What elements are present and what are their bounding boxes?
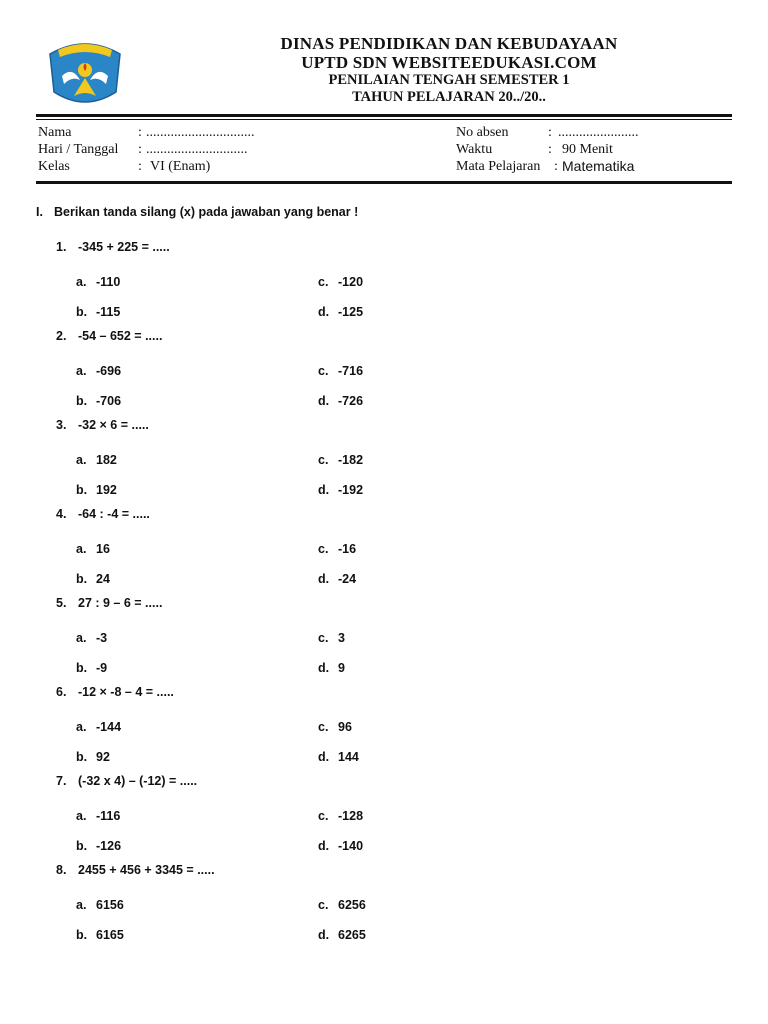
answer-option-7-a[interactable] bbox=[76, 809, 120, 823]
info-label: Kelas bbox=[38, 159, 70, 174]
info-colon: : bbox=[138, 125, 142, 140]
option-letter: d. bbox=[318, 839, 330, 853]
answer-option-2-b[interactable] bbox=[76, 394, 121, 408]
info-row-nama bbox=[38, 124, 255, 141]
option-value: -144 bbox=[96, 720, 122, 734]
option-letter: a. bbox=[76, 453, 87, 467]
option-value: -3 bbox=[96, 631, 108, 645]
question-text: -64 : -4 = ..... bbox=[78, 507, 150, 521]
info-value: ............................... bbox=[146, 125, 255, 140]
option-value: -696 bbox=[96, 364, 122, 378]
question-number: 1. bbox=[56, 240, 67, 254]
info-label: Mata Pelajaran bbox=[456, 159, 541, 174]
option-value: 6265 bbox=[338, 928, 366, 942]
info-row-hari-tanggal bbox=[38, 141, 255, 158]
answer-option-2-c[interactable] bbox=[318, 364, 363, 378]
section-number: I. bbox=[36, 205, 43, 219]
option-letter: d. bbox=[318, 483, 330, 497]
option-value: 16 bbox=[96, 542, 110, 556]
info-colon: : bbox=[138, 142, 142, 157]
info-row-kelas bbox=[38, 158, 255, 175]
answer-option-1-d[interactable] bbox=[318, 305, 363, 319]
header-line-4: TAHUN PELAJARAN 20../20.. bbox=[352, 89, 546, 105]
option-value: -115 bbox=[96, 305, 121, 319]
question-number: 4. bbox=[56, 507, 67, 521]
answer-option-8-a[interactable] bbox=[76, 898, 124, 912]
option-value: -140 bbox=[338, 839, 364, 853]
option-value: -110 bbox=[96, 275, 121, 289]
option-letter: b. bbox=[76, 572, 88, 586]
header-divider-thin bbox=[36, 119, 732, 120]
option-value: -16 bbox=[338, 542, 357, 556]
info-colon: : bbox=[554, 159, 558, 174]
option-letter: c. bbox=[318, 898, 329, 912]
answer-option-4-a[interactable] bbox=[76, 542, 110, 556]
option-letter: c. bbox=[318, 542, 329, 556]
option-value: -128 bbox=[338, 809, 364, 823]
answer-option-7-d[interactable] bbox=[318, 839, 363, 853]
header-divider-thick bbox=[36, 114, 732, 117]
option-letter: a. bbox=[76, 898, 87, 912]
answer-option-2-d[interactable] bbox=[318, 394, 363, 408]
option-value: -116 bbox=[96, 809, 121, 823]
question-number: 5. bbox=[56, 596, 67, 610]
option-value: -192 bbox=[338, 483, 364, 497]
option-letter: b. bbox=[76, 750, 88, 764]
option-letter: d. bbox=[318, 928, 330, 942]
answer-option-3-b[interactable] bbox=[76, 483, 117, 497]
answer-option-7-c[interactable] bbox=[318, 809, 363, 823]
question-8 bbox=[56, 863, 215, 877]
option-letter: b. bbox=[76, 483, 88, 497]
question-5 bbox=[56, 596, 162, 610]
option-letter: c. bbox=[318, 453, 329, 467]
option-letter: a. bbox=[76, 542, 87, 556]
option-value: -120 bbox=[338, 275, 364, 289]
info-label: Hari / Tanggal bbox=[38, 142, 119, 157]
answer-option-4-d[interactable] bbox=[318, 572, 356, 586]
info-value: Matematika bbox=[562, 158, 635, 174]
answer-option-5-b[interactable] bbox=[76, 661, 107, 675]
question-1 bbox=[56, 240, 170, 254]
option-letter: d. bbox=[318, 305, 330, 319]
option-value: -706 bbox=[96, 394, 122, 408]
option-letter: c. bbox=[318, 364, 329, 378]
question-text: (-32 x 4) – (-12) = ..... bbox=[78, 774, 198, 788]
info-row-waktu bbox=[456, 141, 639, 158]
option-letter: b. bbox=[76, 305, 88, 319]
answer-option-7-b[interactable] bbox=[76, 839, 121, 853]
answer-option-6-c[interactable] bbox=[318, 720, 352, 734]
answer-option-5-d[interactable] bbox=[318, 661, 345, 675]
answer-option-1-c[interactable] bbox=[318, 275, 363, 289]
option-value: 192 bbox=[96, 483, 117, 497]
header-line-2: UPTD SDN WEBSITEEDUKASI.COM bbox=[301, 53, 597, 72]
question-4 bbox=[56, 507, 150, 521]
question-6 bbox=[56, 685, 174, 699]
option-value: -125 bbox=[338, 305, 364, 319]
answer-option-8-d[interactable] bbox=[318, 928, 366, 942]
option-value: 96 bbox=[338, 720, 352, 734]
answer-option-5-a[interactable] bbox=[76, 631, 107, 645]
option-value: 6156 bbox=[96, 898, 124, 912]
question-text: -54 – 652 = ..... bbox=[78, 329, 163, 343]
question-3 bbox=[56, 418, 149, 432]
option-letter: c. bbox=[318, 631, 329, 645]
option-letter: a. bbox=[76, 720, 87, 734]
school-header bbox=[130, 34, 768, 106]
option-letter: c. bbox=[318, 809, 329, 823]
info-row-mata-pelajaran bbox=[456, 158, 639, 175]
info-value: ............................. bbox=[146, 142, 248, 157]
info-divider bbox=[36, 181, 732, 184]
tut-wuri-handayani-logo bbox=[44, 36, 126, 108]
question-number: 2. bbox=[56, 329, 67, 343]
option-value: 92 bbox=[96, 750, 110, 764]
info-value: ....................... bbox=[558, 125, 639, 140]
section-text: Berikan tanda silang (x) pada jawaban yang benar ! bbox=[54, 205, 359, 219]
question-2 bbox=[56, 329, 162, 343]
question-text: -12 × -8 – 4 = ..... bbox=[78, 685, 174, 699]
question-number: 8. bbox=[56, 863, 67, 877]
option-value: 3 bbox=[338, 631, 345, 645]
info-row-no-absen bbox=[456, 124, 639, 141]
question-number: 6. bbox=[56, 685, 67, 699]
option-value: -716 bbox=[338, 364, 364, 378]
option-value: -24 bbox=[338, 572, 357, 586]
answer-option-1-b[interactable] bbox=[76, 305, 120, 319]
info-label: Nama bbox=[38, 125, 72, 140]
option-letter: d. bbox=[318, 750, 330, 764]
answer-option-3-c[interactable] bbox=[318, 453, 363, 467]
option-value: -182 bbox=[338, 453, 364, 467]
info-value: 90 Menit bbox=[562, 142, 613, 157]
info-colon: : bbox=[138, 159, 142, 174]
info-colon: : bbox=[548, 125, 552, 140]
option-value: -126 bbox=[96, 839, 122, 853]
option-value: 6256 bbox=[338, 898, 366, 912]
answer-option-3-a[interactable] bbox=[76, 453, 117, 467]
option-value: -726 bbox=[338, 394, 364, 408]
info-label: No absen bbox=[456, 125, 509, 140]
answer-option-8-c[interactable] bbox=[318, 898, 366, 912]
info-colon: : bbox=[548, 142, 552, 157]
option-letter: d. bbox=[318, 394, 330, 408]
option-letter: c. bbox=[318, 720, 329, 734]
option-value: -9 bbox=[96, 661, 108, 675]
question-text: -345 + 225 = ..... bbox=[78, 240, 170, 254]
option-letter: a. bbox=[76, 275, 87, 289]
option-value: 24 bbox=[96, 572, 110, 586]
answer-option-2-a[interactable] bbox=[76, 364, 121, 378]
answer-option-4-b[interactable] bbox=[76, 572, 110, 586]
header-line-3: PENILAIAN TENGAH SEMESTER 1 bbox=[328, 72, 570, 88]
option-letter: b. bbox=[76, 839, 88, 853]
student-info-left bbox=[38, 124, 255, 175]
option-value: 182 bbox=[96, 453, 117, 467]
question-number: 7. bbox=[56, 774, 67, 788]
answer-option-3-d[interactable] bbox=[318, 483, 363, 497]
header-line-1: DINAS PENDIDIKAN DAN KEBUDAYAAN bbox=[280, 34, 618, 53]
option-letter: d. bbox=[318, 661, 330, 675]
student-info-right bbox=[456, 124, 639, 175]
option-letter: a. bbox=[76, 631, 87, 645]
answer-option-6-b[interactable] bbox=[76, 750, 110, 764]
option-letter: a. bbox=[76, 809, 87, 823]
option-letter: b. bbox=[76, 394, 88, 408]
option-value: 144 bbox=[338, 750, 359, 764]
answer-option-6-d[interactable] bbox=[318, 750, 359, 764]
option-value: 9 bbox=[338, 661, 345, 675]
info-value: VI (Enam) bbox=[150, 159, 211, 174]
answer-option-4-c[interactable] bbox=[318, 542, 356, 556]
option-letter: b. bbox=[76, 928, 88, 942]
option-letter: c. bbox=[318, 275, 329, 289]
section-instruction bbox=[36, 205, 358, 219]
question-text: -32 × 6 = ..... bbox=[78, 418, 149, 432]
answer-option-1-a[interactable] bbox=[76, 275, 120, 289]
question-text: 2455 + 456 + 3345 = ..... bbox=[78, 863, 215, 877]
answer-option-6-a[interactable] bbox=[76, 720, 121, 734]
option-letter: a. bbox=[76, 364, 87, 378]
question-text: 27 : 9 – 6 = ..... bbox=[78, 596, 163, 610]
question-7 bbox=[56, 774, 197, 788]
question-number: 3. bbox=[56, 418, 67, 432]
option-letter: b. bbox=[76, 661, 88, 675]
option-value: 6165 bbox=[96, 928, 124, 942]
option-letter: d. bbox=[318, 572, 330, 586]
answer-option-5-c[interactable] bbox=[318, 631, 345, 645]
info-label: Waktu bbox=[456, 142, 493, 157]
answer-option-8-b[interactable] bbox=[76, 928, 124, 942]
